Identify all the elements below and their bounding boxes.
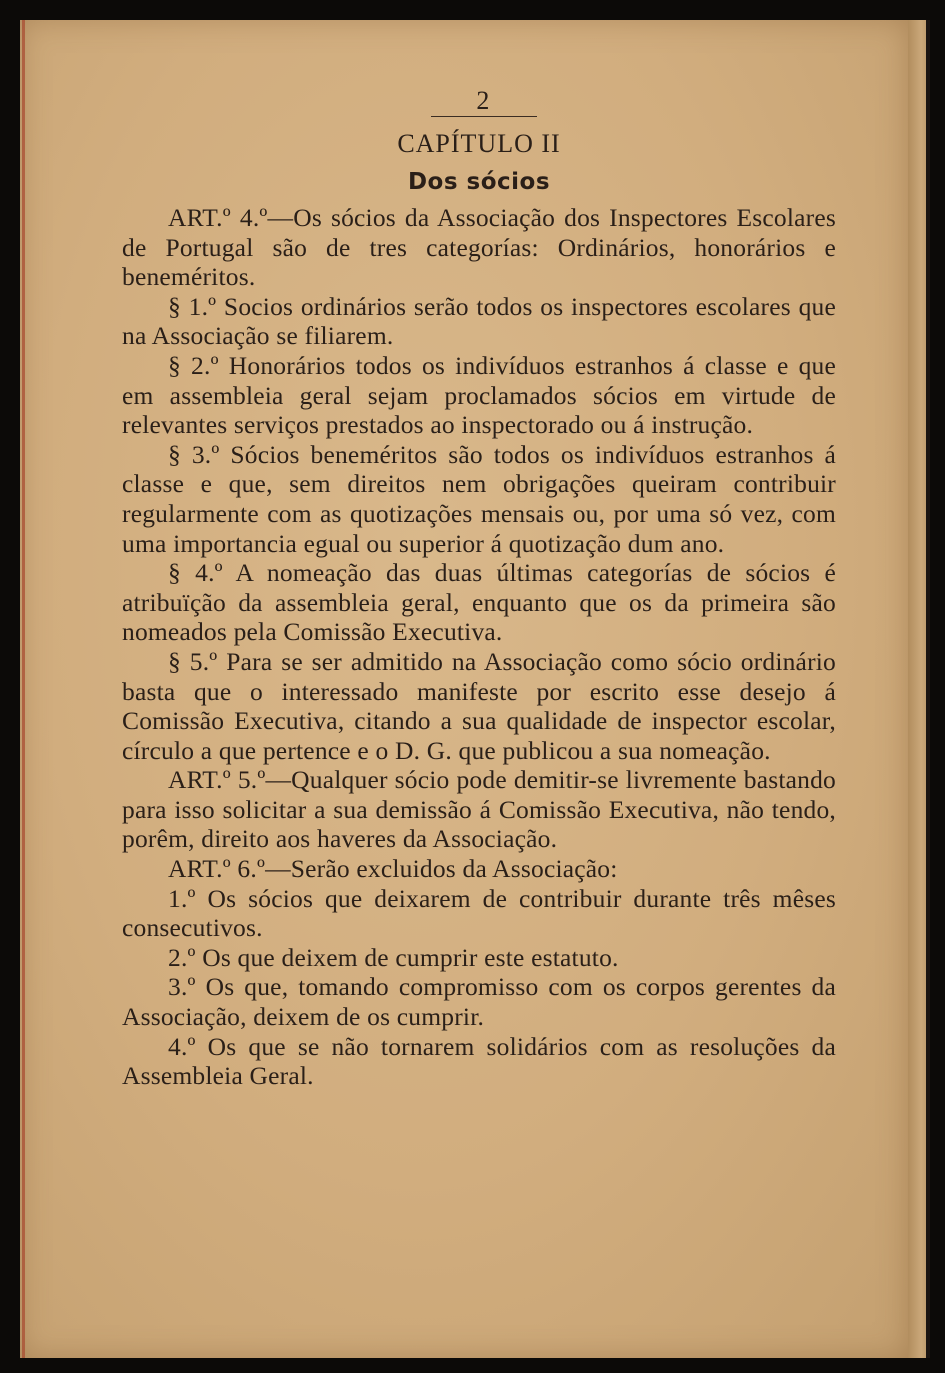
section-title: Dos sócios	[407, 169, 551, 195]
paragraph-art-4-s5: § 5.º Para se ser admitido na Associação como sócio ordinário basta que o interessado manifeste por escrito esse desejo á Comissão Executiva, citando a sua qualidade de inspector escolar, círculo a que pertence e o D. G. que publicou a sua nomeação.	[122, 646, 836, 765]
page-number: 2	[476, 86, 490, 115]
paragraph-art-4-s2: § 2.º Honorários todos os indivíduos estranhos á classe e que em assembleia geral sejam proclamados sócios em virtude de relevantes serviços prestados ao inspectorado ou á instrução.	[122, 350, 836, 440]
paragraph-art-6-item-4: 4.º Os que se não tornarem solidários com as resoluções da Assembleia Geral.	[122, 1031, 836, 1091]
page-edge	[908, 20, 930, 1358]
paragraph-art-6-item-1: 1.º Os sócios que deixarem de contribuir durante três mêses consecutivos.	[122, 883, 836, 943]
paragraph-art-6-item-2: 2.º Os que deixem de cumprir este estatuto.	[168, 942, 619, 972]
paragraph-art-4-s1: § 1.º Socios ordinários serão todos os inspectores escolares que na Associação se filiarem.	[122, 291, 836, 351]
paragraph-art-6-item-3: 3.º Os que, tomando compromisso com os corpos gerentes da Associação, deixem de os cumprir.	[122, 972, 836, 1032]
page-number-rule	[431, 116, 537, 117]
chapter-heading: CAPÍTULO II	[397, 129, 561, 158]
paragraph-art-4-s3: § 3.º Sócios beneméritos são todos os indivíduos estranhos á classe e que, sem direitos nem obrigações queiram contribuir regularmente com as quotizações mensais ou, por uma só vez, com uma importancia egual ou superior á quotização dum ano.	[122, 439, 836, 558]
paragraph-art-6: ART.º 6.º—Serão excluidos da Associação:	[168, 854, 618, 884]
paragraph-art-4: ART.º 4.º—Os sócios da Associação dos Inspectores Escolares de Portugal são de tres categorías: Ordinários, honorários e beneméritos.	[122, 203, 836, 292]
page-spine-line	[22, 20, 25, 1358]
paragraph-art-5: ART.º 5.º—Qualquer sócio pode demitir-se livremente bastando para isso solicitar a sua demissão á Comissão Executiva, não tendo, porêm, direito aos haveres da Associação.	[122, 765, 836, 854]
text-column	[122, 86, 836, 1091]
paragraph-art-4-s4: § 4.º A nomeação das duas últimas categorías de sócios é atribuïção da assembleia geral, enquanto que os da primeira são nomeados pela Comissão Executiva.	[122, 558, 836, 647]
